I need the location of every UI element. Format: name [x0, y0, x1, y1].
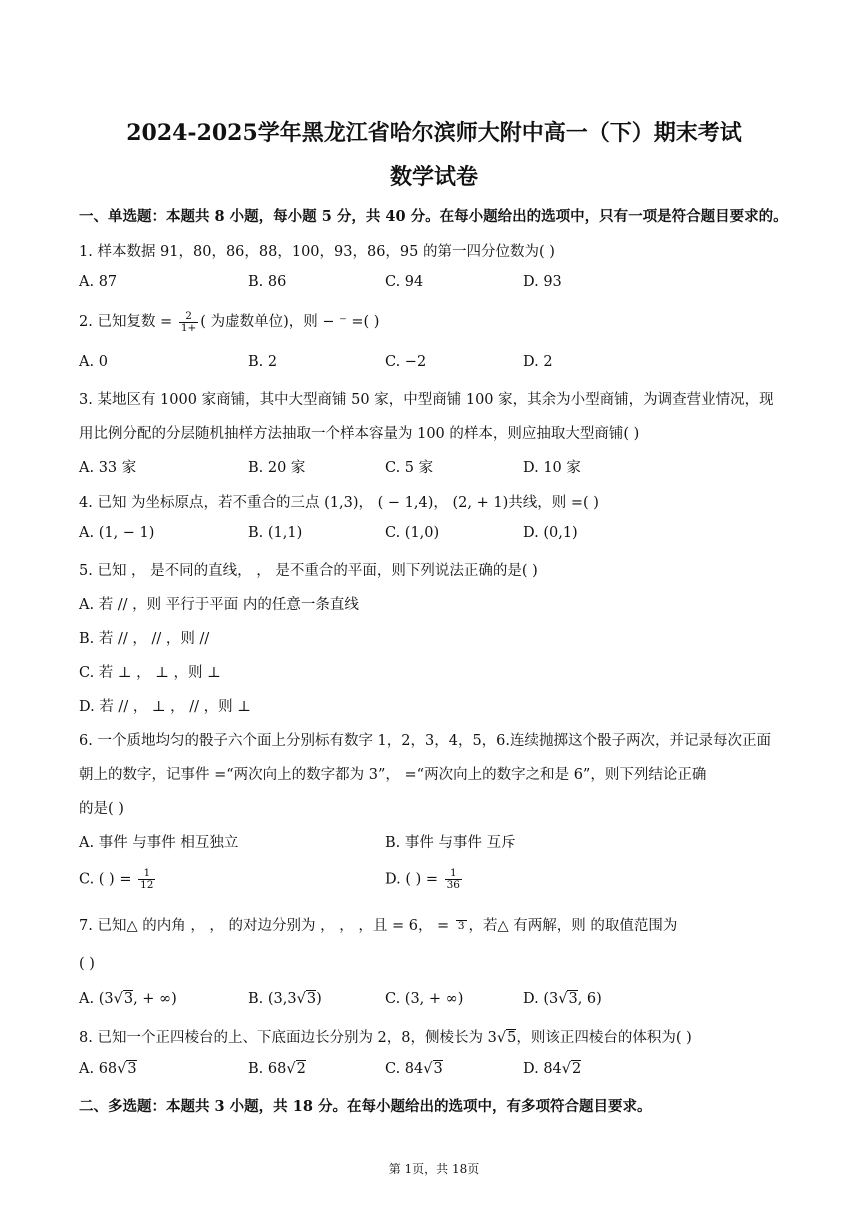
q8-option-c-sqrt: √3 — [423, 1061, 443, 1077]
q8-option-c-radicand: 3 — [433, 1061, 443, 1077]
q7-option-d-part-1: D. (3 — [523, 991, 559, 1007]
q5-option-c: C. 若 ⊥ ， ⊥ ，则 ⊥ — [79, 665, 221, 681]
q2-fraction — [179, 311, 198, 334]
q8-option-b — [248, 1061, 306, 1077]
q6-option-a: A. 事件 与事件 相互独立 — [79, 835, 239, 851]
q7-option-a-radicand: 3 — [123, 991, 134, 1007]
q3-option-d: D. 10 家 — [523, 460, 581, 476]
exam-subtitle: 数学试卷 — [389, 164, 478, 190]
q8-prefix: 8. 已知一个正四棱台的上、下底面边长分别为 2，8，侧棱长为 3 — [79, 1030, 497, 1046]
question-7-line-2: ( ) — [79, 956, 95, 972]
q7-option-a-part-1: A. (3 — [79, 991, 114, 1007]
q6-option-d — [385, 868, 464, 891]
q7-option-b-radicand: 3 — [306, 991, 317, 1007]
q8-option-d-coef: D. 84 — [523, 1061, 562, 1077]
q7-fraction — [456, 920, 467, 932]
q1-option-d: D. 93 — [523, 274, 562, 290]
q7-option-c: C. (3, + ∞) — [385, 991, 464, 1007]
q4-option-b: B. (1,1) — [248, 525, 303, 541]
question-7 — [79, 914, 677, 935]
q7-prefix: 7. 已知△ 的内角 ， ， 的对边分别为 ， ， ，且 = 6， = — [79, 918, 454, 934]
q4-option-d: D. (0,1) — [523, 525, 578, 541]
q8-option-a — [79, 1061, 137, 1077]
question-3-line-1: 3. 某地区有 1000 家商铺，其中大型商铺 50 家，中型商铺 100 家，其余为小型商铺，为调查营业情况，现 — [79, 392, 774, 408]
q8-suffix: ，则该正四棱台的体积为( ) — [516, 1030, 692, 1046]
exam-title: 2024-2025学年黑龙江省哈尔滨师大附中高一（下）期末考试 — [126, 120, 742, 146]
q8-option-a-radicand: 3 — [127, 1061, 137, 1077]
q2-prefix: 2. 已知复数 = — [79, 314, 177, 330]
q2-option-a: A. 0 — [79, 354, 108, 370]
q7-option-d-sqrt: √3 — [558, 991, 578, 1007]
q7-option-b-part-1: B. (3,3 — [248, 991, 297, 1007]
q6-option-c — [79, 868, 157, 891]
q8-radicand: 5 — [507, 1030, 517, 1046]
q6-option-d-denominator: 36 — [446, 879, 460, 891]
q5-option-d: D. 若 // ， ⊥ ， // ，则 ⊥ — [79, 699, 251, 715]
q6-option-c-prefix: C. ( ) = — [79, 871, 137, 888]
q6-option-d-numerator: 1 — [445, 868, 462, 880]
question-6-line-1: 6. 一个质地均匀的骰子六个面上分别标有数字 1，2，3，4，5，6.连续抛掷这个骰子两次，并记录每次正面 — [79, 733, 772, 749]
q7-option-a-sqrt: √3 — [113, 991, 134, 1007]
q7-option-b — [248, 991, 322, 1007]
question-1: 1. 样本数据 91，80，86，88，100，93，86，95 的第一四分位数为( ) — [79, 244, 555, 260]
q7-fraction-denominator: 3 — [457, 920, 465, 932]
q7-option-d — [523, 991, 602, 1007]
q6-option-c-denominator: 12 — [140, 879, 154, 891]
q1-option-b: B. 86 — [248, 274, 287, 290]
q1-option-a: A. 87 — [79, 274, 118, 290]
q6-option-b: B. 事件 与事件 互斥 — [385, 835, 516, 851]
question-8 — [79, 1026, 692, 1047]
q8-option-d — [523, 1061, 581, 1077]
q8-option-b-sqrt: √2 — [286, 1061, 306, 1077]
page-footer: 第 1页，共 18页 — [388, 1162, 480, 1176]
q5-option-b: B. 若 // ， // ，则 // — [79, 631, 210, 647]
q4-option-a: A. (1, − 1) — [79, 525, 155, 541]
question-6-line-3: 的是( ) — [79, 801, 124, 817]
q3-option-c: C. 5 家 — [385, 460, 434, 476]
q3-option-a: A. 33 家 — [79, 460, 137, 476]
q2-fraction-denominator: 1+ — [180, 321, 197, 334]
q4-option-c: C. (1,0) — [385, 525, 440, 541]
q2-fraction-numerator: 2 — [179, 311, 198, 323]
q8-option-d-sqrt: √2 — [561, 1061, 582, 1077]
q8-option-c — [385, 1061, 443, 1077]
q6-option-d-prefix: D. ( ) = — [385, 871, 443, 888]
q8-option-a-coef: A. 68 — [79, 1061, 118, 1077]
q2-option-b: B. 2 — [248, 354, 278, 370]
q7-option-b-part-2: ) — [316, 991, 322, 1007]
section-2-heading: 二、多选题：本题共 3 小题，共 18 分。在每小题给出的选项中，有多项符合题目要求。 — [79, 1098, 652, 1115]
q8-option-a-sqrt: √3 — [117, 1061, 137, 1077]
q8-option-c-coef: C. 84 — [385, 1061, 424, 1077]
q2-suffix: ( 为虚数单位)，则 − ⁻ =( ) — [200, 314, 380, 330]
question-5: 5. 已知 ， 是不同的直线， ， 是不重合的平面，则下列说法正确的是( ) — [79, 563, 538, 579]
question-6-line-2: 朝上的数字，记事件 =“两次向上的数字都为 3”， =“两次向上的数字之和是 6”，则下列结论正确 — [79, 767, 707, 783]
question-3-line-2: 用比例分配的分层随机抽样方法抽取一个样本容量为 100 的样本，则应抽取大型商铺( ) — [79, 426, 640, 442]
q6-option-d-fraction — [445, 868, 462, 891]
q8-option-b-coef: B. 68 — [248, 1061, 287, 1077]
section-1-heading: 一、单选题：本题共 8 小题，每小题 5 分，共 40 分。在每小题给出的选项中，只有一项是符合题目要求的。 — [79, 208, 788, 225]
q8-sqrt: √5 — [496, 1030, 517, 1046]
q1-option-c: C. 94 — [385, 274, 424, 290]
q2-option-d: D. 2 — [523, 354, 553, 370]
question-2 — [79, 310, 379, 334]
q7-option-a-part-2: , + ∞) — [133, 991, 177, 1007]
q7-suffix: ，若△ 有两解，则 的取值范围为 — [468, 918, 678, 934]
q8-option-d-radicand: 2 — [572, 1061, 582, 1077]
q7-option-d-radicand: 3 — [568, 991, 578, 1007]
q7-option-d-part-2: , 6) — [577, 991, 602, 1007]
q3-option-b: B. 20 家 — [248, 460, 306, 476]
q2-option-c: C. −2 — [385, 354, 427, 370]
q7-option-b-sqrt: √3 — [296, 991, 317, 1007]
q6-option-c-numerator: 1 — [138, 868, 155, 880]
q6-option-c-fraction — [138, 868, 155, 891]
q8-option-b-radicand: 2 — [296, 1061, 306, 1077]
q7-option-a — [79, 991, 177, 1007]
q5-option-a: A. 若 // ，则 平行于平面 内的任意一条直线 — [79, 597, 359, 613]
question-4: 4. 已知 为坐标原点，若不重合的三点 (1,3)， ( − 1,4)， (2, + 1)共线，则 =( ) — [79, 495, 599, 511]
